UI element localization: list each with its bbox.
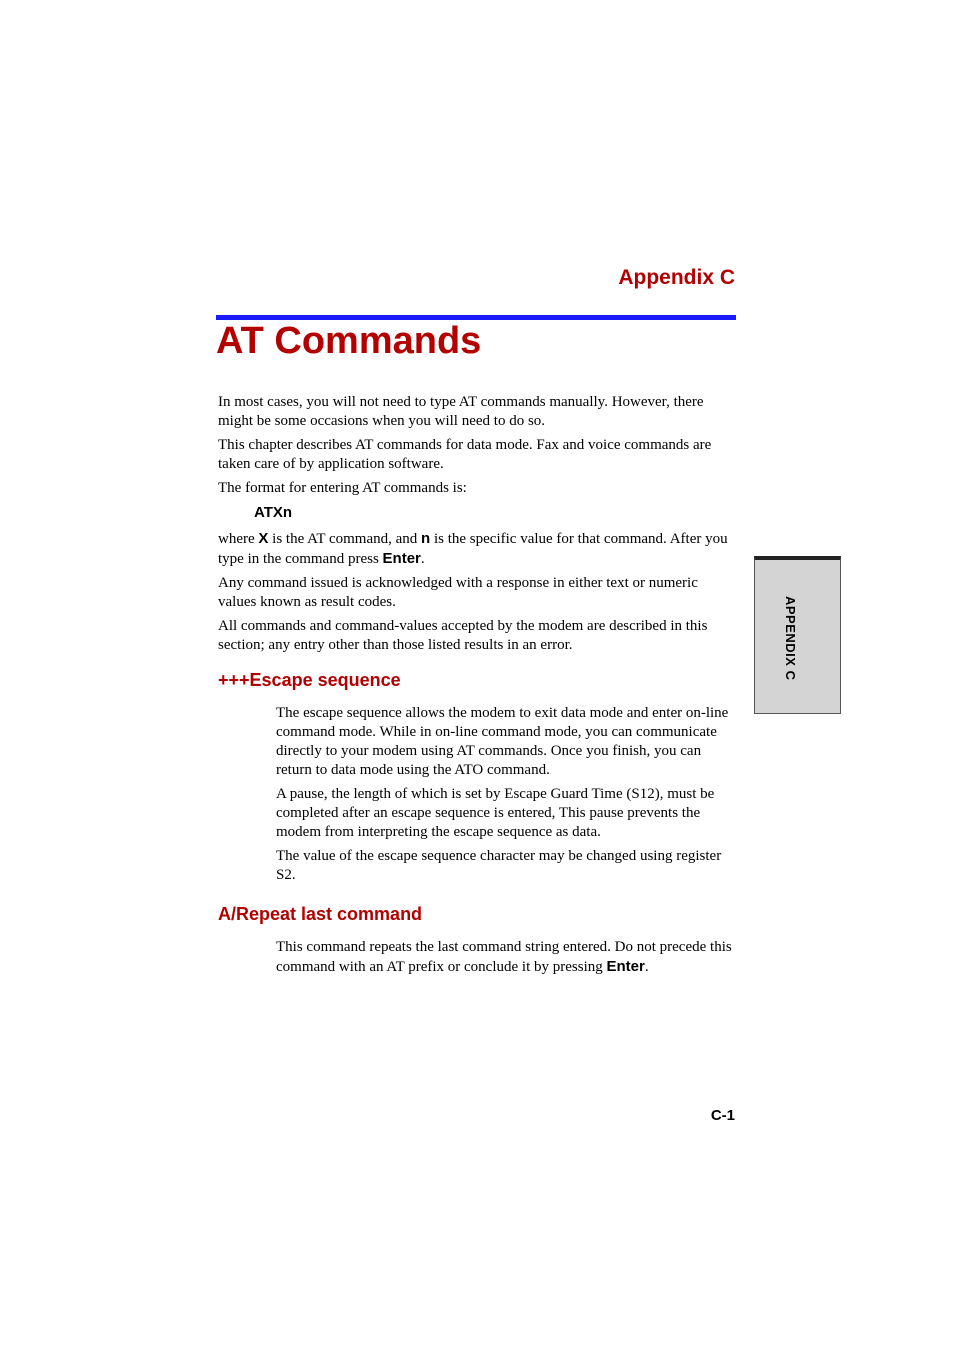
text-run: This command repeats the last command string entered. Do not precede this command with an AT prefix or conclude it by pressing (276, 939, 732, 975)
enter-key-term: Enter (382, 550, 421, 567)
enter-key-term: Enter (606, 958, 645, 975)
n-term: n (421, 530, 431, 547)
text-run: is the specific value for that command. After you type in the command press (218, 531, 728, 567)
intro-paragraph-2: This chapter describes AT commands for data mode. Fax and voice commands are taken care of by application software. (218, 437, 712, 472)
escape-paragraph-1: The escape sequence allows the modem to exit data mode and enter on-line command mode. While in on-line command mode, you can communicate directly to your modem using AT commands. Once you finish, you can return to data mode using the ATO command. (276, 705, 729, 778)
repeat-command-body (276, 938, 738, 982)
escape-sequence-body (276, 704, 738, 890)
chapter-title: AT Commands (216, 320, 482, 362)
intro-paragraph-6: All commands and command-values accepted by the modem are described in this section; any entry other than those listed results in an error. (218, 618, 708, 653)
page-number: C-1 (710, 1107, 735, 1124)
appendix-label: Appendix C (618, 266, 735, 289)
escape-sequence-heading: +++Escape sequence (218, 670, 401, 690)
side-tab-label: APPENDIX C (783, 596, 798, 681)
intro-paragraph-1: In most cases, you will not need to type AT commands manually. However, there might be some occasions when you will need to do so. (218, 394, 704, 429)
repeat-paragraph-1 (276, 938, 738, 977)
intro-paragraph-3: The format for entering AT commands is: (218, 480, 467, 496)
text-run: . (420, 551, 425, 567)
intro-paragraph-4 (218, 529, 738, 569)
intro-paragraph-5: Any command issued is acknowledged with a response in either text or numeric values known as result codes. (218, 575, 698, 610)
text-run: where (218, 531, 259, 547)
repeat-command-heading: A/Repeat last command (218, 904, 423, 924)
command-format: ATXn (254, 504, 293, 521)
command-format-line (218, 503, 738, 523)
appendix-side-tab (754, 556, 841, 714)
x-term: X (258, 530, 269, 547)
text-run: . (644, 959, 649, 975)
escape-paragraph-3: The value of the escape sequence character may be changed using register S2. (276, 848, 722, 883)
intro-section (218, 393, 738, 660)
escape-paragraph-2: A pause, the length of which is set by Escape Guard Time (S12), must be completed after an escape sequence is entered, This pause prevents the modem from interpreting the escape sequence as data. (276, 786, 715, 840)
text-run: is the AT command, and (268, 531, 422, 547)
